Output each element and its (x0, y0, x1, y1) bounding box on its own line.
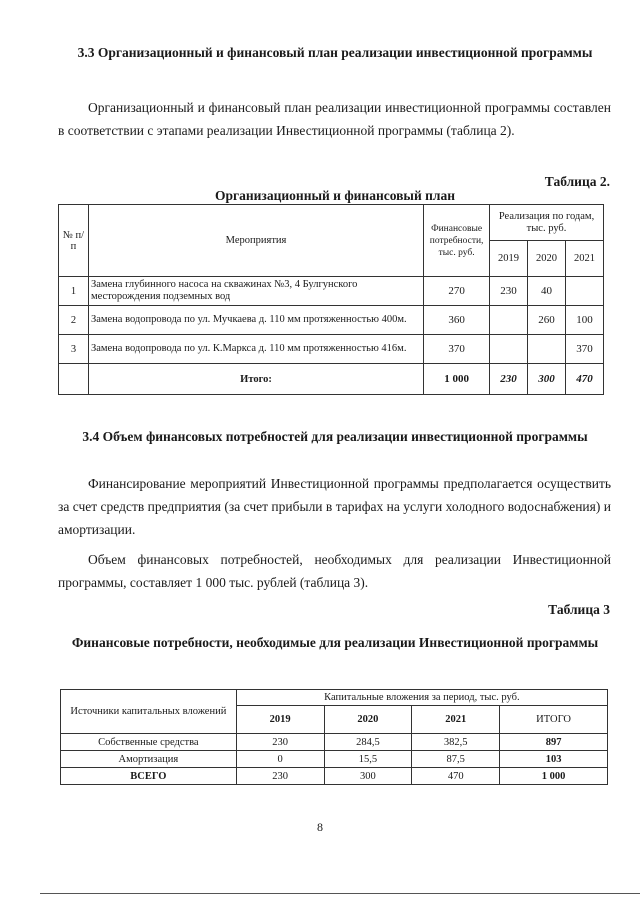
table-3-grand-total-row (61, 768, 608, 785)
header-2021: 2021 (565, 241, 603, 277)
row-needs: 270 (424, 277, 490, 306)
table-row (59, 277, 604, 306)
total-num (59, 364, 89, 395)
row-2020: 260 (528, 306, 566, 335)
row-2021: 100 (565, 306, 603, 335)
table-2 (58, 204, 604, 395)
grand-2020: 300 (324, 768, 412, 785)
row-needs: 370 (424, 335, 490, 364)
table-row (61, 751, 608, 768)
table-2-header-row (59, 205, 604, 241)
row-2021: 382,5 (412, 734, 500, 751)
total-2021: 470 (565, 364, 603, 395)
grand-label: ВСЕГО (61, 768, 237, 785)
footer-divider (40, 893, 640, 894)
section-3-3-paragraph: Организационный и финансовый план реализации инвестиционной программы составлен в соответствии с этапами реализации Инвестиционной программы (таблица 2). (58, 100, 611, 138)
row-2019 (490, 306, 528, 335)
grand-2021: 470 (412, 768, 500, 785)
row-2020: 284,5 (324, 734, 412, 751)
table-row (59, 335, 604, 364)
row-2019 (490, 335, 528, 364)
row-activity: Замена глубинного насоса на скважинах №3, 4 Булгунского месторождения подземных вод (88, 277, 423, 306)
header-2019: 2019 (236, 706, 324, 734)
header-realization: Реализация по годам, тыс. руб. (490, 205, 604, 241)
page-number: 8 (317, 820, 323, 834)
table-2-total-row (59, 364, 604, 395)
row-2021 (565, 277, 603, 306)
row-2020: 40 (528, 277, 566, 306)
section-3-4-title: 3.4 Объем финансовых потребностей для реализации инвестиционной программы (82, 429, 588, 444)
table-row (59, 306, 604, 335)
row-needs: 360 (424, 306, 490, 335)
header-total: ИТОГО (500, 706, 608, 734)
header-2020: 2020 (528, 241, 566, 277)
table-2-label: Таблица 2. (544, 174, 610, 189)
grand-2019: 230 (236, 768, 324, 785)
header-needs: Финансовые потребности, тыс. руб. (424, 205, 490, 277)
header-capex: Капитальные вложения за период, тыс. руб. (236, 690, 607, 706)
row-num: 1 (59, 277, 89, 306)
header-num: № п/п (59, 205, 89, 277)
row-source: Амортизация (61, 751, 237, 768)
total-2020: 300 (528, 364, 566, 395)
row-2019: 230 (236, 734, 324, 751)
row-2019: 230 (490, 277, 528, 306)
header-sources: Источники капитальных вложений (61, 690, 237, 734)
total-needs: 1 000 (424, 364, 490, 395)
row-total: 897 (500, 734, 608, 751)
header-2021: 2021 (412, 706, 500, 734)
grand-total: 1 000 (500, 768, 608, 785)
row-num: 3 (59, 335, 89, 364)
row-total: 103 (500, 751, 608, 768)
row-2021: 87,5 (412, 751, 500, 768)
row-source: Собственные средства (61, 734, 237, 751)
row-num: 2 (59, 306, 89, 335)
header-2020: 2020 (324, 706, 412, 734)
section-3-4-paragraph-2: Объем финансовых потребностей, необходимых для реализации Инвестиционной программы, составляет 1 000 тыс. рублей (таблица 3). (58, 552, 611, 590)
row-2021: 370 (565, 335, 603, 364)
section-3-3-title: 3.3 Организационный и финансовый план реализации инвестиционной программы (77, 45, 593, 60)
row-activity: Замена водопровода по ул. Мучкаева д. 110 мм протяженностью 400м. (88, 306, 423, 335)
table-3-header-row (61, 690, 608, 706)
header-2019: 2019 (490, 241, 528, 277)
table-row (61, 734, 608, 751)
row-activity: Замена водопровода по ул. К.Маркса д. 110 мм протяженностью 416м. (88, 335, 423, 364)
table-3 (60, 689, 608, 785)
table-2-heading: Организационный и финансовый план (214, 188, 456, 203)
row-2020: 15,5 (324, 751, 412, 768)
row-2019: 0 (236, 751, 324, 768)
total-label: Итого: (88, 364, 423, 395)
table-3-heading: Финансовые потребности, необходимые для реализации Инвестиционной программы (71, 635, 599, 650)
row-2020 (528, 335, 566, 364)
table-3-label: Таблица 3 (548, 602, 610, 617)
section-3-4-paragraph-1: Финансирование мероприятий Инвестиционной программы предполагается осуществить за счет средств предприятия (за счет прибыли в тарифах на услуги холодного водоснабжения) и амортизации. (58, 476, 611, 537)
header-activity: Мероприятия (88, 205, 423, 277)
total-2019: 230 (490, 364, 528, 395)
